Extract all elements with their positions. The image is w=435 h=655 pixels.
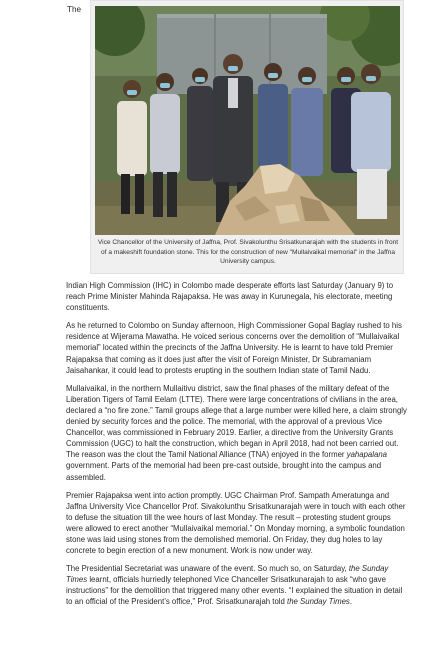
paragraph-text: .: [349, 597, 352, 607]
article-paragraph: [66, 280, 408, 313]
article-paragraph: [66, 383, 408, 483]
news-photo: [95, 6, 400, 235]
italic-text: yahapalana: [346, 450, 388, 460]
paragraph-text: The Presidential Secretariat was unaware of the event. So much so, on Saturday,: [66, 564, 349, 574]
italic-text: the Sunday Times: [287, 597, 350, 607]
article-paragraph: [66, 320, 408, 375]
article-paragraph: [66, 563, 408, 607]
article-paragraph: [66, 490, 408, 557]
paragraph-text: Mullaivaikal, in the northern Mullaitivu district, saw the final phases of the military defeat of the Liberation Tigers of Tamil Eelam (LTTE). There were large concentrations of civilians in the area, declared a “no fire zone.” Tamil groups allege that a large number were killed here, a claim strongly denied by security forces and the police. The memorial, with the approval of a previous Vice Chancellor, was commissioned in February 2019. Earlier, a directive from the University Grants Commission (UGC) to halt the construction, which began in April 2018, had not been carried out. The reason was the clout the Tamil National Alliance (TNA) enjoyed in the former: [66, 383, 407, 460]
italic-text: the Sunday Times: [66, 564, 389, 585]
lead-word: The: [67, 5, 82, 14]
paragraph-text: As he returned to Colombo on Sunday afternoon, High Commissioner Gopal Baglay rushed to his residence at Wijerama Mawatha. He voiced serious concerns over the demolition of “Mullaivaikal memorial” located within the precincts of the Jaffna University. He is learnt to have told Premier Rajapaksa that coming as it does just after the visit of Foreign Minister, Dr Subramaniam Jaisahankar, it could lead to protests erupting in the southern Indian state of Tamil Nadu.: [66, 321, 402, 375]
paragraph-text: learnt, officials hurriedly telephoned Vice Chanceller Srisatkunarajah to ask “who gave instructions” for the demolition that triggered many other events. “I explained the situation in detail to an official of the President’s office,” Prof. Srisatkunarajah told: [66, 575, 403, 607]
paragraph-text: Indian High Commission (IHC) in Colombo made desperate efforts last Saturday (January 9) to reach Prime Minister Mahinda Rajapaksa. He was away in Kurunegala, his electorate, meeting constituents.: [66, 281, 394, 313]
photo-caption: Vice Chancellor of the University of Jaffna, Prof. Sivakolunthu Srisatkunarajah with the students in front of a makeshift foundation stone. This for the construction of new "Mullaivaikal memorial" in the Jaffna University campus.: [97, 239, 399, 266]
paragraph-text: Premier Rajapaksa went into action promptly. UGC Chairman Prof. Sampath Ameratunga and Jaffna University Vice Chancellor Prof. Sivakolunthu Srisatkunarajah were in touch with each other to defuse the situation till the wee hours of last Monday. The result – protesting student groups were allowed to erect another “Mullaivaikal memorial.” On Monday morning, a symbolic foundation stone was laid using stones from the demolished memorial. On Friday, they dug holes to lay concrete to begin erection of a new monument. Work is now under way.: [66, 490, 406, 556]
paragraph-text: government. Parts of the memorial had been pre-cast outside, brought into the campus and assembled.: [66, 461, 382, 482]
news-figure: [90, 0, 404, 274]
article-body: [66, 280, 408, 615]
